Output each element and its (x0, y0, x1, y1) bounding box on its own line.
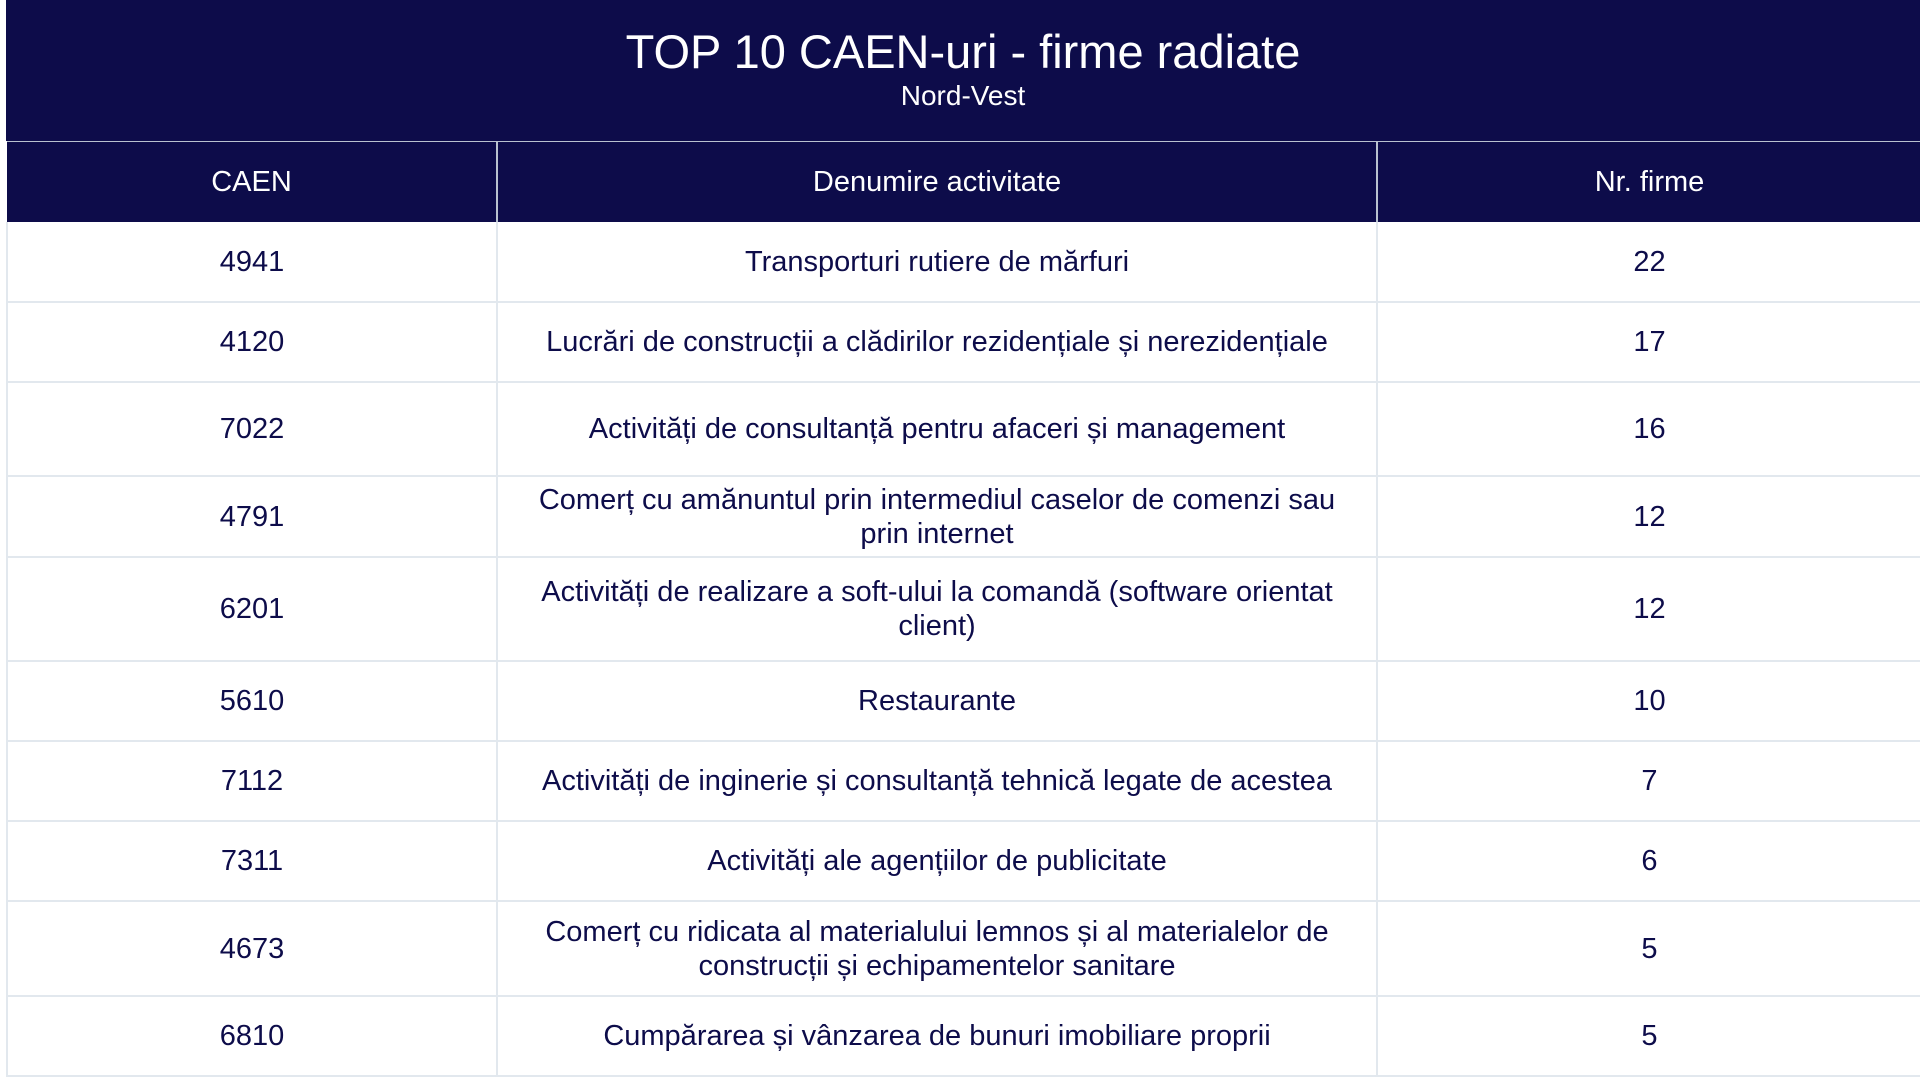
cell-count: 17 (1377, 302, 1920, 382)
cell-activity: Comerț cu amănuntul prin intermediul caselor de comenzi sau prin internet (497, 476, 1377, 557)
chart-subtitle: Nord-Vest (900, 80, 1026, 111)
header-row (7, 142, 1920, 223)
cell-caen: 6810 (7, 996, 497, 1076)
cell-caen: 5610 (7, 661, 497, 741)
cell-caen: 7311 (7, 821, 497, 901)
cell-count: 5 (1377, 901, 1920, 996)
cell-activity: Comerț cu ridicata al materialului lemnos și al materialelor de construcții și echipamentelor sanitare (497, 901, 1377, 996)
cell-caen: 7022 (7, 382, 497, 476)
title-block (6, 0, 1920, 141)
table-row (7, 476, 1920, 557)
data-table (6, 141, 1920, 1077)
cell-count: 16 (1377, 382, 1920, 476)
cell-count: 7 (1377, 741, 1920, 821)
table-row (7, 996, 1920, 1076)
table-body (7, 222, 1920, 1076)
table-row (7, 901, 1920, 996)
cell-count: 12 (1377, 476, 1920, 557)
column-header-activity: Denumire activitate (497, 142, 1377, 223)
cell-caen: 4120 (7, 302, 497, 382)
table-row (7, 741, 1920, 821)
cell-count: 12 (1377, 557, 1920, 661)
cell-activity: Transporturi rutiere de mărfuri (497, 222, 1377, 302)
cell-activity: Lucrări de construcții a clădirilor rezidențiale și nerezidențiale (497, 302, 1377, 382)
column-header-caen: CAEN (7, 142, 497, 223)
cell-activity: Restaurante (497, 661, 1377, 741)
cell-activity: Activități de realizare a soft-ului la comandă (software orientat client) (497, 557, 1377, 661)
cell-activity: Activități de consultanță pentru afaceri și management (497, 382, 1377, 476)
cell-count: 6 (1377, 821, 1920, 901)
cell-count: 5 (1377, 996, 1920, 1076)
table-row (7, 302, 1920, 382)
cell-activity: Cumpărarea și vânzarea de bunuri imobiliare proprii (497, 996, 1377, 1076)
cell-count: 22 (1377, 222, 1920, 302)
cell-count: 10 (1377, 661, 1920, 741)
table-row (7, 557, 1920, 661)
table-row (7, 821, 1920, 901)
cell-activity: Activități ale agențiilor de publicitate (497, 821, 1377, 901)
table-figure (6, 0, 1920, 1077)
column-header-count: Nr. firme (1377, 142, 1920, 223)
cell-caen: 4791 (7, 476, 497, 557)
cell-caen: 7112 (7, 741, 497, 821)
table-row (7, 382, 1920, 476)
table-row (7, 661, 1920, 741)
table-row (7, 222, 1920, 302)
chart-title: TOP 10 CAEN-uri - firme radiate (625, 25, 1301, 78)
cell-caen: 4941 (7, 222, 497, 302)
cell-activity: Activități de inginerie și consultanță tehnică legate de acestea (497, 741, 1377, 821)
cell-caen: 6201 (7, 557, 497, 661)
cell-caen: 4673 (7, 901, 497, 996)
